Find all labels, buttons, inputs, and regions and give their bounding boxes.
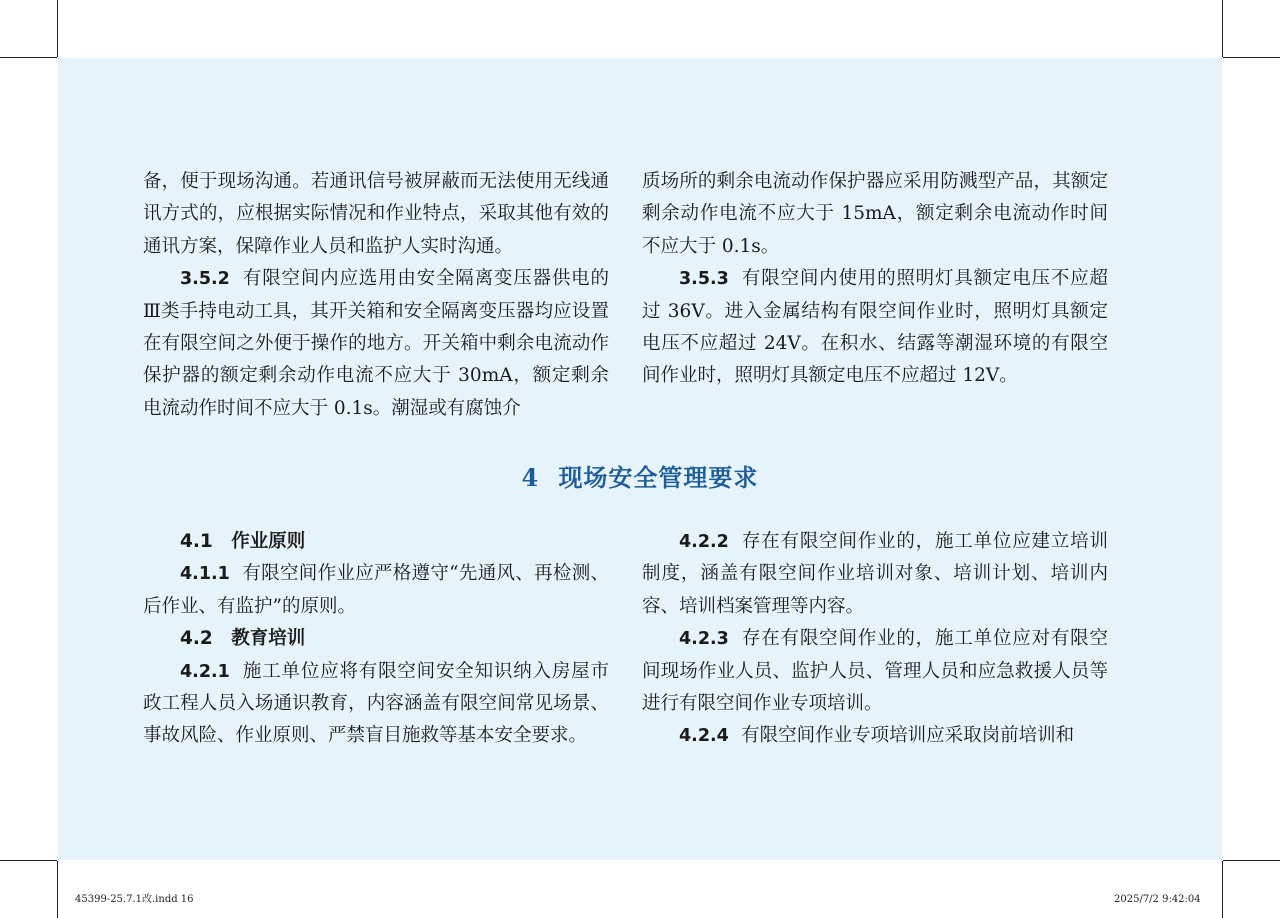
- chapter-title: 现场安全管理要求: [558, 463, 759, 492]
- crop-mark: [57, 0, 58, 57]
- clause-number: 4.1.1: [180, 564, 230, 585]
- section-number: 4.2: [180, 628, 213, 650]
- print-slug-filename: 45399-25.7.1改.indd 16: [75, 894, 194, 905]
- clause-text: 有限空间内应选用由安全隔离变压器供电的Ⅲ类手持电动工具，其开关箱和安全隔离变压器均应设置在有限空间之外便于操作的地方。开关箱中剩余电流动作保护器的额定剩余动作电流不应大于 30mA，额定剩余电流动作时间不应大于 0.1s。潮湿或有腐蚀介: [143, 268, 609, 419]
- clause-number: 3.5.2: [180, 269, 230, 290]
- section-title: 作业原则: [231, 531, 306, 552]
- clause-4-2-1: [143, 656, 609, 753]
- crop-mark: [1222, 861, 1223, 918]
- print-slug-timestamp: 2025/7/2 9:42:04: [1114, 894, 1201, 905]
- column-top-right: [642, 166, 1108, 393]
- column-bottom-right: [642, 526, 1108, 753]
- crop-mark: [0, 860, 57, 861]
- clause-text: 施工单位应将有限空间安全知识纳入房屋市政工程人员入场通识教育，内容涵盖有限空间常见场景、事故风险、作业原则、严禁盲目施救等基本安全要求。: [143, 660, 609, 747]
- section-title: 教育培训: [231, 628, 306, 650]
- clause-number: 4.2.2: [679, 532, 729, 552]
- clause-4-2-3: [642, 623, 1108, 720]
- clause-number: 3.5.3: [679, 269, 729, 290]
- chapter-heading: [0, 460, 1280, 496]
- paragraph-continued: 质场所的剩余电流动作保护器应采用防溅型产品，其额定剩余动作电流不应大于 15mA，额定剩余电流动作时间不应大于 0.1s。: [642, 171, 1108, 257]
- clause-4-2-4: [642, 720, 1108, 752]
- column-bottom-left: [143, 526, 609, 753]
- section-heading-4-2: [143, 623, 609, 655]
- paragraph-continued: 备，便于现场沟通。若通讯信号被屏蔽而无法使用无线通讯方式的，应根据实际情况和作业特点，采取其他有效的通讯方案，保障作业人员和监护人实时沟通。: [143, 171, 609, 257]
- clause-number: 4.2.1: [180, 661, 230, 682]
- clause-text: 存在有限空间作业的，施工单位应建立培训制度，涵盖有限空间作业培训对象、培训计划、培训内容、培训档案管理等内容。: [642, 531, 1108, 617]
- clause-text: 有限空间作业专项培训应采取岗前培训和: [741, 725, 1075, 747]
- crop-mark: [0, 57, 57, 58]
- clause-3-5-2: [143, 263, 609, 425]
- clause-text: 有限空间内使用的照明灯具额定电压不应超过 36V。进入金属结构有限空间作业时，照明灯具额定电压不应超过 24V。在积水、结露等潮湿环境的有限空间作业时，照明灯具额定电压不应超过 12V。: [642, 268, 1108, 387]
- clause-4-1-1: [143, 558, 609, 623]
- section-heading-4-1: [143, 526, 609, 558]
- crop-mark: [57, 861, 58, 918]
- clause-number: 4.2.3: [679, 629, 729, 650]
- clause-number: 4.2.4: [679, 726, 729, 747]
- crop-mark: [1223, 57, 1280, 58]
- chapter-number: 4: [521, 463, 540, 492]
- clause-4-2-2: [642, 526, 1108, 623]
- clause-3-5-3: [642, 263, 1108, 393]
- section-number: 4.1: [180, 531, 213, 552]
- crop-mark: [1222, 0, 1223, 57]
- clause-text: 有限空间作业应严格遵守“先通风、再检测、后作业、有监护”的原则。: [143, 563, 609, 617]
- crop-mark: [1223, 860, 1280, 861]
- column-top-left: [143, 166, 609, 425]
- clause-text: 存在有限空间作业的，施工单位应对有限空间现场作业人员、监护人员、管理人员和应急救援人员等进行有限空间作业专项培训。: [642, 628, 1108, 715]
